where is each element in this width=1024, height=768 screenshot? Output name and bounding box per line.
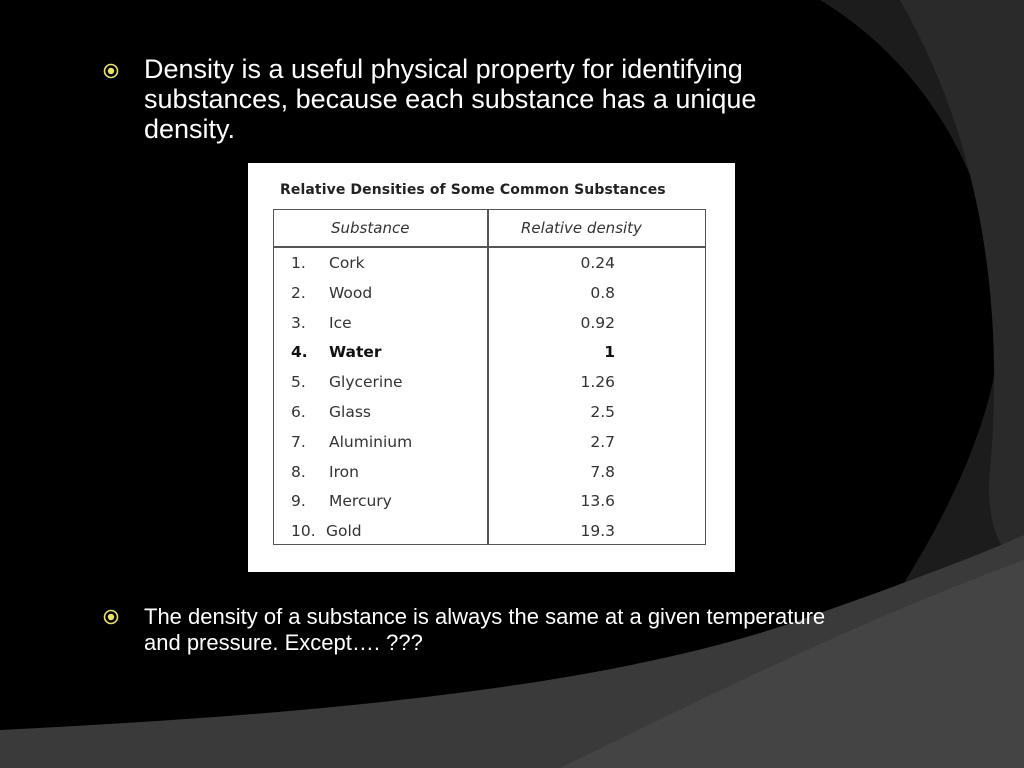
row-density: 0.8: [590, 283, 615, 302]
row-substance: Ice: [329, 313, 352, 332]
table-row: [274, 281, 705, 311]
row-substance: Cork: [329, 254, 365, 272]
density-table: [273, 209, 706, 545]
table-row: [274, 519, 705, 549]
row-density: 13.6: [580, 492, 615, 511]
table-row: [274, 489, 705, 519]
row-substance: Wood: [329, 283, 373, 302]
row-number: 5.: [291, 373, 306, 392]
row-density: 1.26: [580, 373, 615, 392]
row-number: 3.: [291, 313, 306, 332]
row-substance: Glycerine: [329, 373, 403, 392]
table-row: [274, 251, 705, 281]
table-row-highlighted: [274, 340, 705, 370]
row-number: 7.: [291, 432, 306, 451]
table-body: [274, 251, 705, 549]
row-number: 10.: [291, 522, 316, 541]
bullet-text-2: The density of a substance is always the same at a given temperature and pressure. Except…. ???: [144, 604, 826, 655]
table-row: [274, 311, 705, 341]
row-density: 1: [604, 343, 615, 362]
circled-dot-icon: [103, 63, 119, 79]
row-number: 1.: [291, 254, 306, 272]
row-substance: Aluminium: [329, 432, 413, 451]
swoosh-bottom-light: [560, 560, 1024, 768]
header-divider: [274, 246, 705, 248]
table-row: [274, 430, 705, 460]
bullet-item-1: [103, 54, 843, 144]
table-row: [274, 370, 705, 400]
bullet-text-1: Density is a useful physical property for identifying substances, because each substance has a unique density.: [144, 54, 757, 144]
row-number: 8.: [291, 462, 306, 481]
row-substance: Gold: [326, 522, 362, 541]
column-header-relative-density: Relative density: [521, 219, 642, 237]
row-number: 6.: [291, 402, 306, 421]
row-substance: Mercury: [329, 492, 392, 511]
row-density: 7.8: [590, 462, 615, 481]
row-number: 4.: [291, 343, 308, 362]
row-density: 19.3: [580, 522, 615, 541]
row-number: 9.: [291, 492, 306, 511]
table-title: Relative Densities of Some Common Substances: [280, 182, 666, 198]
row-substance: Water: [329, 343, 382, 362]
bullet-item-2: [103, 604, 863, 656]
row-substance: Iron: [329, 462, 359, 481]
column-header-substance: Substance: [331, 219, 410, 237]
table-row: [274, 400, 705, 430]
table-row: [274, 460, 705, 490]
row-density: 0.24: [580, 254, 615, 272]
row-density: 2.5: [590, 402, 615, 421]
row-density: 0.92: [580, 313, 615, 332]
row-number: 2.: [291, 283, 306, 302]
density-table-image: [248, 163, 735, 572]
row-density: 2.7: [590, 432, 615, 451]
row-substance: Glass: [329, 402, 371, 421]
circled-dot-icon: [103, 609, 119, 625]
